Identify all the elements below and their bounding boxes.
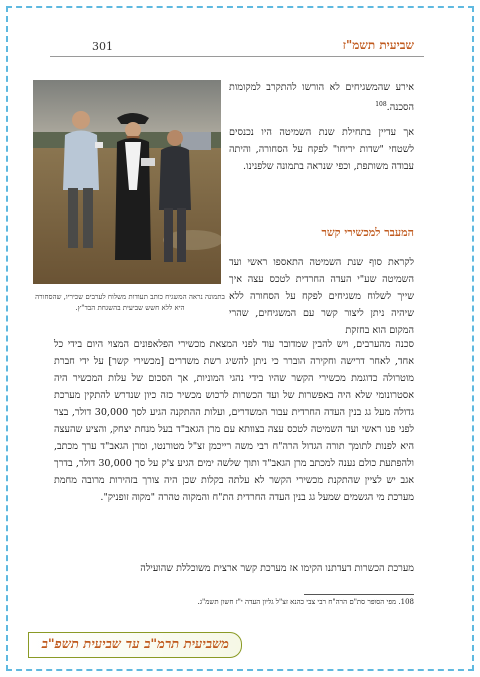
- book-title-banner: [28, 632, 242, 658]
- footnote-marker: 108: [375, 101, 387, 108]
- book-title: משביעית תרמ"ב עד שביעית תשפ"ב: [41, 637, 229, 652]
- page-border-top: [6, 6, 474, 8]
- footnote: 108. מפי הסופר סת"ם הרה"ח רבי צבי כהנא זצ"ל גליון העדה י"ז חשון תשמ"ג.: [197, 598, 414, 606]
- photo: [33, 80, 221, 284]
- paragraph-1: [229, 79, 414, 116]
- paragraph-2: אך עדיין בתחילת שנת השמיטה היו נכנסים לשטחי "שדות יריחו" לפקח על הסחורה, והיתה עבודה משותפת, וכפי שנראה בתמונה שלפנינו.: [229, 127, 414, 172]
- section-heading: המעבר למכשירי קשר: [321, 226, 414, 239]
- page-border-bottom: [6, 669, 474, 671]
- paragraph-3: לקראת סוף שנת השמיטה התאספו ראשי ועד השמיטה שע"י העדה החרדית לטכס עצה איך שייך לשלוח משגיחים לפקח על הסחורה ללא שיהיה ניתן ליצור קשר עם המשגיחים, שהרי המקום הוא בחזקת: [229, 257, 414, 336]
- paragraph-5: מערכת הכשרות דעדתנו הקימו אז מערכת קשר ארצית משוכללת שהועילה: [140, 563, 414, 574]
- running-title: שביעית תשמ"ז: [342, 38, 414, 52]
- paragraph-4: סכנה מהערבים, ויש להבין שמדובר עוד לפני המצאת מכשירי הפלאפונים המצוי היום בידי כל אחד, לאחר דרישה וחקירה הוברר כי ניתן להשיג רשת משדרים [מכשירי קשר] על ידי חברת מוטרולה כדוגמת מכשירי הקשר שהיו בידי נהגי המוניות, אך הסכום של עלות המכשיר היה אסטרונומי שלא היה באפשרות של ועד הכשרות לרכוש מכשיר כזה כיון שנדרש להתקין מערכת גדולה מעל גג בנין העדה החרדית עבור המשדרים, ועלות ההתקנה הגיע לסך 30,000 דולר, בצר לפני פנו ראשי ועד השמיטה לטכס עצה בצוותא עם מרן הגאב"ד בעל מנחת יצחק, והציע שהעצה היא לפנות לתומך תורה הגדול הרה"ח רבי משה רייכמן זצ"ל מטורנטו, ומרן הגאב"ד ערך מכתב, ולהפתעת כולם נענה למכתב מרן הגאב"ד ותוך שלשה ימים הגיע צ'ק על סך 30,000 דולר, בדרך אגב יש לציין שהתקנת מכשירי הקשר לא עלתה בקלות שכן היה צורך בזהירות מרובה מחמת מערכת מי הגשמים שמעל גג בנין העדה החרדית הת"ח והמקוה טהרה "מקוה זופניק".: [54, 339, 415, 503]
- footnote-rule: [304, 594, 414, 595]
- photo-caption: בתמונה נראה המשגיח כותב תעודות משלוח לערבים שכיריו, שהסחורה היא ללא חשש שביעית בהשגחת הבד"ץ.: [35, 293, 225, 312]
- page-border-left: [6, 6, 8, 671]
- header-rule: [50, 56, 424, 57]
- page-border-right: [472, 6, 474, 671]
- page-number: 301: [92, 40, 113, 53]
- paragraph-1-text: אירע שהמשגיחים לא הורשו להתקרב למקומות הסכנה.: [229, 82, 414, 114]
- photo-scene: [33, 80, 221, 284]
